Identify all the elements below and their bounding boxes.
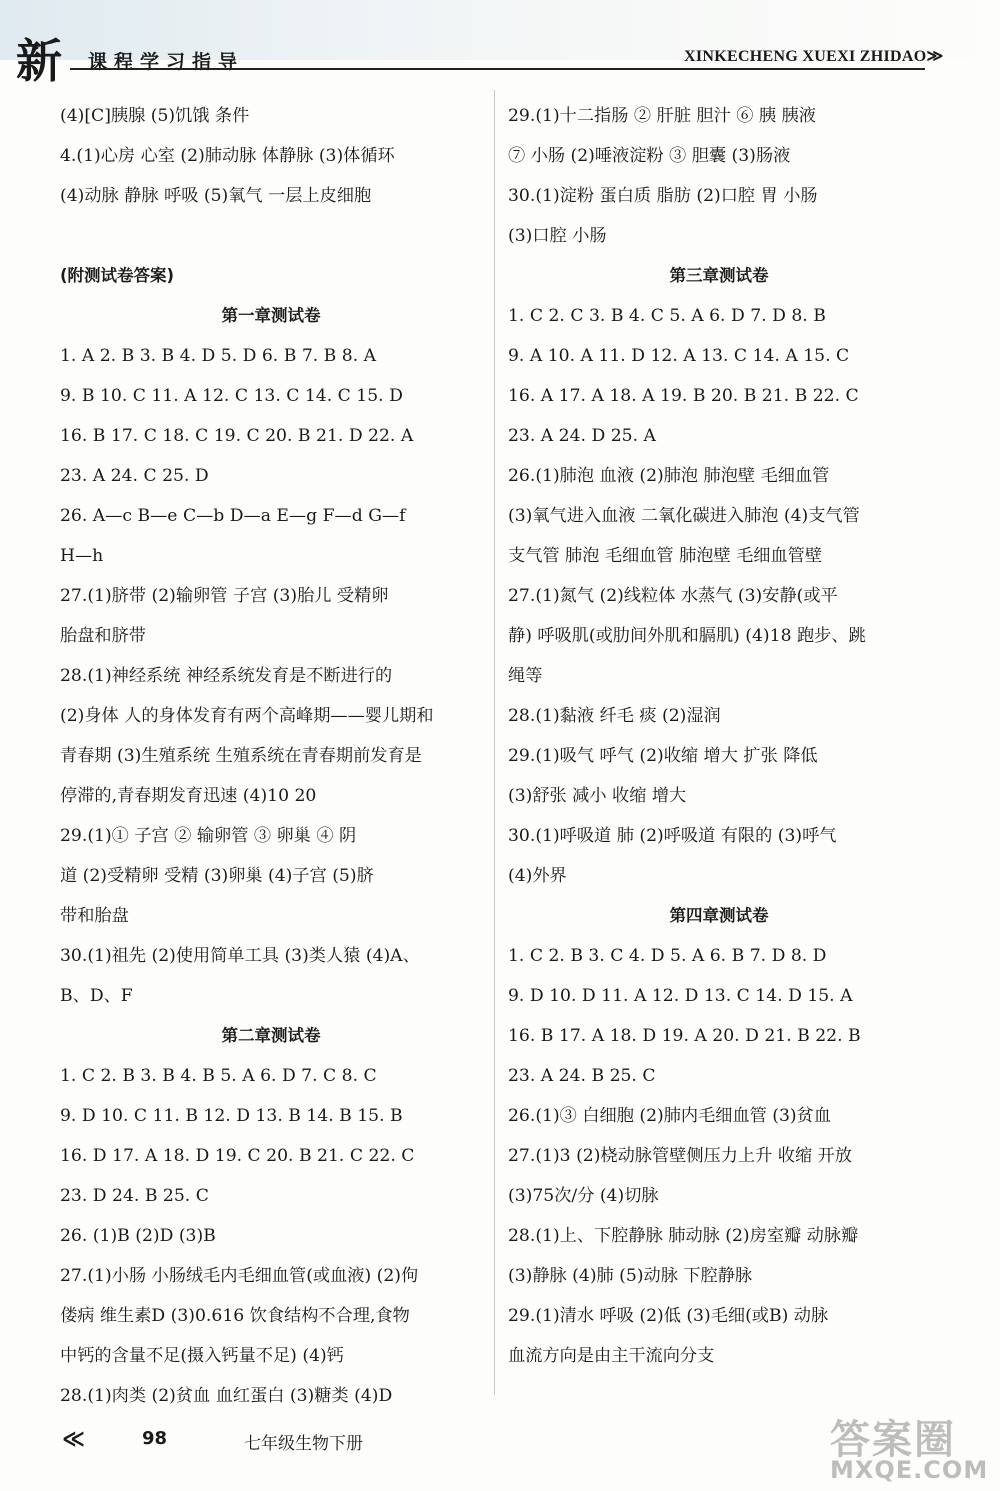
answer-line: 1. C 2. C 3. B 4. C 5. A 6. D 7. D 8. B <box>508 306 826 326</box>
answer-line: (3)口腔 小肠 <box>508 226 607 246</box>
answer-line: 停滞的,青春期发育迅速 (4)10 20 <box>60 786 317 806</box>
answer-line: (4)[C]胰腺 (5)饥饿 条件 <box>60 106 250 126</box>
section-heading: 第二章测试卷 <box>221 1026 321 1045</box>
answer-line: 23. A 24. C 25. D <box>60 466 209 486</box>
column-divider <box>494 90 495 1395</box>
answer-line: 青春期 (3)生殖系统 生殖系统在青春期前发育是 <box>60 746 422 766</box>
answer-line: 带和胎盘 <box>60 906 129 926</box>
answer-line: 绳等 <box>508 666 543 686</box>
book-title: 七年级生物下册 <box>244 1434 363 1454</box>
answer-line: 29.(1)清水 呼吸 (2)低 (3)毛细(或B) 动脉 <box>508 1306 829 1326</box>
section-heading: 第四章测试卷 <box>669 906 769 925</box>
answer-line: (2)身体 人的身体发育有两个高峰期——婴儿期和 <box>60 706 434 726</box>
answer-line: (3)75次/分 (4)切脉 <box>508 1186 659 1206</box>
answer-line: 23. A 24. B 25. C <box>508 1066 656 1086</box>
answer-line: 29.(1)① 子宫 ② 输卵管 ③ 卵巢 ④ 阴 <box>60 826 357 846</box>
page-number: 98 <box>142 1428 168 1449</box>
answer-line: 27.(1)3 (2)桡动脉管壁侧压力上升 收缩 开放 <box>508 1146 852 1166</box>
answer-line: 30.(1)呼吸道 肺 (2)呼吸道 有限的 (3)呼气 <box>508 826 837 846</box>
answer-line: 26. (1)B (2)D (3)B <box>60 1226 216 1246</box>
answer-line: 27.(1)脐带 (2)输卵管 子宫 (3)胎儿 受精卵 <box>60 586 389 606</box>
answer-line: B、D、F <box>60 986 133 1006</box>
answer-line: (3)舒张 减小 收缩 增大 <box>508 786 687 806</box>
answer-line: 9. D 10. C 11. B 12. D 13. B 14. B 15. B <box>60 1106 403 1126</box>
answer-line: 16. D 17. A 18. D 19. C 20. B 21. C 22. C <box>60 1146 415 1166</box>
answer-line: H—h <box>60 546 104 566</box>
answer-line: 1. A 2. B 3. B 4. D 5. D 6. B 7. B 8. A <box>60 346 377 366</box>
answer-line: 26.(1)肺泡 血液 (2)肺泡 肺泡壁 毛细血管 <box>508 466 830 486</box>
answer-line: (4)外界 <box>508 866 567 886</box>
series-title: 课程学习指导 <box>88 51 245 73</box>
header-rule <box>70 68 925 70</box>
answer-line: 支气管 肺泡 毛细血管 肺泡壁 毛细血管壁 <box>508 546 823 566</box>
answer-line: 23. A 24. D 25. A <box>508 426 656 446</box>
answer-line: 血流方向是由主干流向分支 <box>508 1346 715 1366</box>
answer-line: 23. D 24. B 25. C <box>60 1186 209 1206</box>
answer-line: (3)氧气进入血液 二氧化碳进入肺泡 (4)支气管 <box>508 506 860 526</box>
answer-line: 道 (2)受精卵 受精 (3)卵巢 (4)子宫 (5)脐 <box>60 866 374 886</box>
watermark-logo <box>826 1408 989 1486</box>
answer-line: 29.(1)十二指肠 ② 肝脏 胆汁 ⑥ 胰 胰液 <box>508 106 816 126</box>
answer-line: 30.(1)淀粉 蛋白质 脂肪 (2)口腔 胃 小肠 <box>508 186 818 206</box>
series-logo: 新 <box>16 34 62 88</box>
answer-line: 26. A—c B—e C—b D—a E—g F—d G—f <box>60 506 406 526</box>
header-pinyin <box>684 46 944 66</box>
answer-line: 28.(1)黏液 纤毛 痰 (2)湿润 <box>508 706 721 726</box>
section-label: (附测试卷答案) <box>60 266 175 285</box>
answer-line: 30.(1)祖先 (2)使用简单工具 (3)类人猿 (4)A、 <box>60 946 420 966</box>
answer-line: 1. C 2. B 3. C 4. D 5. A 6. B 7. D 8. D <box>508 946 827 966</box>
answer-line: 4.(1)心房 心室 (2)肺动脉 体静脉 (3)体循环 <box>60 146 395 166</box>
answer-line: 偻病 维生素D (3)0.616 饮食结构不合理,食物 <box>60 1306 410 1326</box>
answer-line: 9. A 10. A 11. D 12. A 13. C 14. A 15. C <box>508 346 850 366</box>
answer-line: (3)静脉 (4)肺 (5)动脉 下腔静脉 <box>508 1266 753 1286</box>
watermark-url: MXQE.COM <box>830 1456 989 1484</box>
answer-line: 28.(1)肉类 (2)贫血 血红蛋白 (3)糖类 (4)D <box>60 1386 393 1406</box>
answer-line: (4)动脉 静脉 呼吸 (5)氧气 一层上皮细胞 <box>60 186 372 206</box>
watermark-text: 答案圈 <box>830 1417 956 1463</box>
answer-line: 28.(1)神经系统 神经系统发育是不断进行的 <box>60 666 393 686</box>
answer-line: 9. B 10. C 11. A 12. C 13. C 14. C 15. D <box>60 386 403 406</box>
spacer <box>60 216 482 256</box>
answer-line: ⑦ 小肠 (2)唾液淀粉 ③ 胆囊 (3)肠液 <box>508 146 791 166</box>
answer-line: 16. B 17. C 18. C 19. C 20. B 21. D 22. A <box>60 426 414 446</box>
header-arrows-icon: ≫ <box>926 48 944 65</box>
left-answer-column <box>60 96 482 1416</box>
footer-arrows-icon: ≪ <box>62 1427 86 1452</box>
answer-line: 16. B 17. A 18. D 19. A 20. D 21. B 22. B <box>508 1026 861 1046</box>
section-heading: 第三章测试卷 <box>669 266 769 285</box>
answer-line: 胎盘和脐带 <box>60 626 146 646</box>
answer-line: 1. C 2. B 3. B 4. B 5. A 6. D 7. C 8. C <box>60 1066 377 1086</box>
answer-line: 中钙的含量不足(摄入钙量不足) (4)钙 <box>60 1346 344 1366</box>
answer-line: 26.(1)③ 白细胞 (2)肺内毛细血管 (3)贫血 <box>508 1106 832 1126</box>
section-heading: 第一章测试卷 <box>221 306 321 325</box>
answer-line: 静) 呼吸肌(或肋间外肌和膈肌) (4)18 跑步、跳 <box>508 626 866 646</box>
answer-line: 29.(1)吸气 呼气 (2)收缩 增大 扩张 降低 <box>508 746 818 766</box>
answer-line: 9. D 10. D 11. A 12. D 13. C 14. D 15. A <box>508 986 853 1006</box>
right-answer-column <box>508 96 930 1376</box>
answer-line: 27.(1)氮气 (2)线粒体 水蒸气 (3)安静(或平 <box>508 586 838 606</box>
answer-line: 28.(1)上、下腔静脉 肺动脉 (2)房室瓣 动脉瓣 <box>508 1226 859 1246</box>
answer-line: 16. A 17. A 18. A 19. B 20. B 21. B 22. C <box>508 386 859 406</box>
answer-line: 27.(1)小肠 小肠绒毛内毛细血管(或血液) (2)佝 <box>60 1266 419 1286</box>
header-pinyin-text: XINKECHENG XUEXI ZHIDAO <box>684 48 927 65</box>
